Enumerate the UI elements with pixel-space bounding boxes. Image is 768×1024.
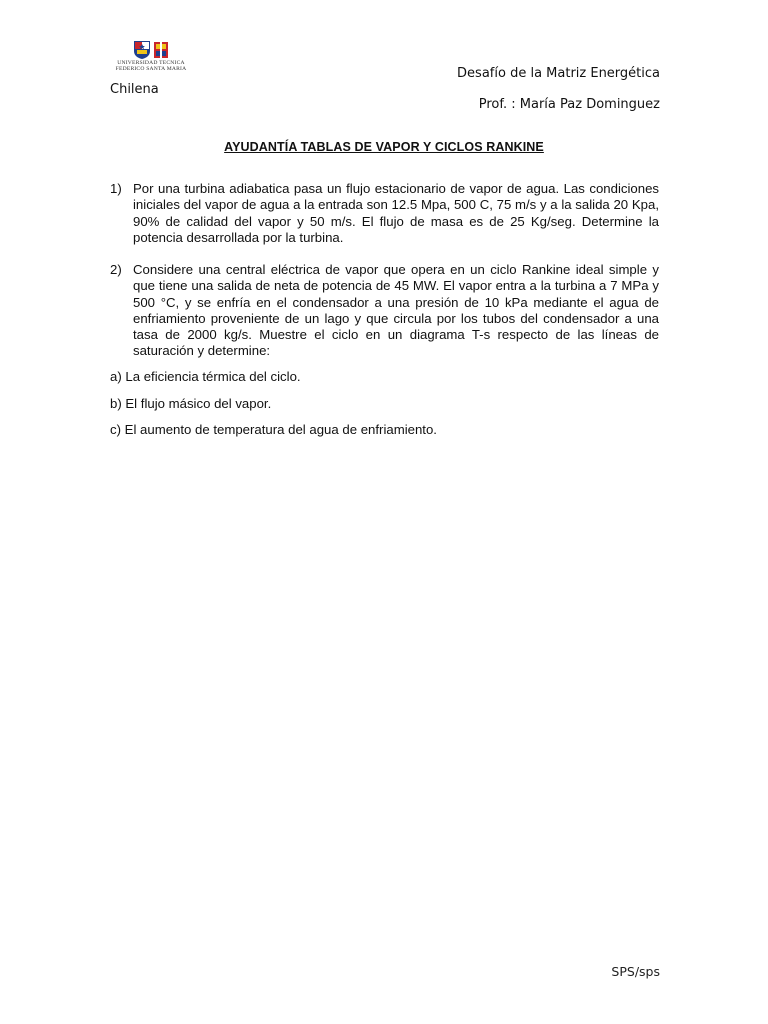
course-title: Desafío de la Matriz Energética	[457, 66, 660, 81]
problem-text: Considere una central eléctrica de vapor que opera en un ciclo Rankine ideal simple y que tiene una salida de neta de potencia de 45 MW. El vapor entra a la turbina a 7 MPa y 500 °C, y se enfría en el condensador a una presión de 10 kPa mediante el agua de enfriamiento proveniente de un lago y que circula por los tubos del condensador a una tasa de 2000 kg/s. Muestre el ciclo en un diagrama T-s respecto de las líneas de saturación y determine:	[133, 262, 659, 359]
university-name-line-1: UNIVERSIDAD TECNICA	[117, 60, 185, 66]
problem-number: 2)	[110, 262, 122, 277]
subquestion-c: c) El aumento de temperatura del agua de enfriamiento.	[110, 422, 437, 437]
problem-2	[110, 262, 659, 360]
university-logo	[108, 40, 194, 72]
subquestion-a: a) La eficiencia térmica del ciclo.	[110, 369, 301, 384]
university-crest-icon	[108, 40, 194, 60]
footer-initials: SPS/sps	[611, 964, 660, 979]
subquestion-b: b) El flujo másico del vapor.	[110, 396, 272, 411]
professor-name: Prof. : María Paz Dominguez	[478, 97, 660, 112]
university-name-line-2: FEDERICO SANTA MARIA	[115, 66, 187, 72]
problem-text: Por una turbina adiabatica pasa un flujo estacionario de vapor de agua. Las condiciones iniciales del vapor de agua a la entrada son 12.5 Mpa, 500 C, 75 m/s y a la salida 20 Kpa, 90% de calidad del vapor y 50 m/s. El flujo de masa es de 25 Kg/seg. Determine la potencia desarrollada por la turbina.	[133, 181, 659, 245]
problem-number: 1)	[110, 181, 122, 196]
problem-1	[110, 181, 659, 246]
document-title: AYUDANTÍA TABLAS DE VAPOR Y CICLOS RANKINE	[224, 140, 544, 154]
header-chilena: Chilena	[110, 82, 159, 97]
